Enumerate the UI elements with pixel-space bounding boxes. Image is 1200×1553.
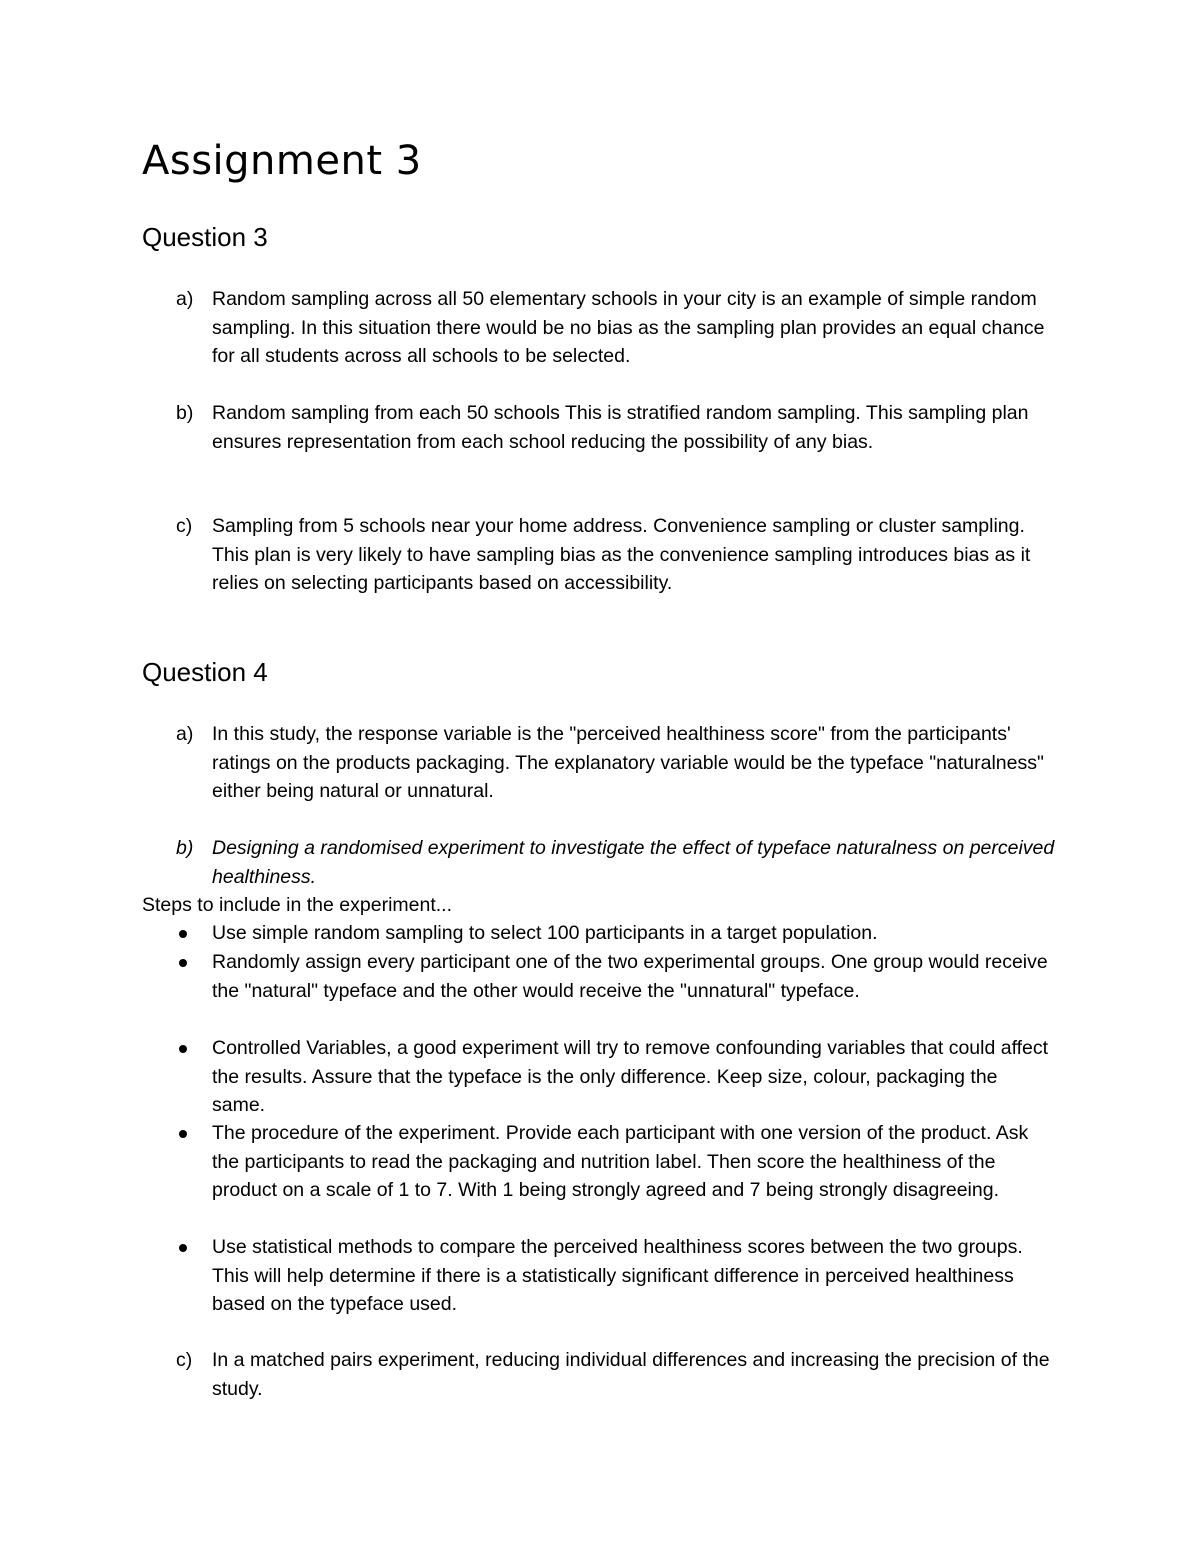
question-4-item-c [176,1346,1056,1403]
bullet-icon [179,1045,187,1053]
item-marker: c) [176,515,193,537]
question-4-heading: Question 4 [142,657,268,687]
steps-intro: Steps to include in the experiment... [142,894,453,916]
item-text: Random sampling across all 50 elementary schools in your city is an example of simple random sampling. In this situation there would be no bias as the sampling plan provides an equal chance for all students across all schools to be selected. [212,288,1045,368]
step-text: Controlled Variables, a good experiment will try to remove confounding variables that could affect the results. Assure that the typeface is the only difference. Keep size, colour, packaging the same. [212,1037,1049,1117]
question-3-item-c [176,512,1056,598]
question-3-item-b [176,399,1056,456]
step-text: Use statistical methods to compare the perceived healthiness scores between the two groups. This will help determine if there is a statistically significant difference in perceived healthiness based on the typeface used. [212,1236,1023,1316]
item-text: In this study, the response variable is the "perceived healthiness score" from the participants' ratings on the products packaging. The explanatory variable would be the typeface "naturalness" either being natural or unnatural. [212,723,1044,803]
step-text: The procedure of the experiment. Provide each participant with one version of the product. Ask the participants to read the packaging and nutrition label. Then score the healthiness of the product on a scale of 1 to 7. With 1 being strongly agreed and 7 being strongly disagreeing. [212,1122,1029,1202]
question-3-heading: Question 3 [142,222,268,252]
bullet-icon [179,1244,187,1252]
bullet-icon [179,1130,187,1138]
bullet-icon [179,959,187,967]
question-4-item-a [176,720,1056,806]
bullet-icon [179,930,187,938]
question-4-item-b [176,834,1056,891]
document-title: Assignment 3 [142,138,422,184]
item-text: Random sampling from each 50 schools This is stratified random sampling. This sampling plan ensures representation from each school reducing the possibility of any bias. [212,402,1029,453]
item-text: In a matched pairs experiment, reducing individual differences and increasing the precision of the study. [212,1349,1050,1400]
step-list-item [176,1034,1056,1120]
item-marker: b) [176,837,194,859]
item-text: Sampling from 5 schools near your home address. Convenience sampling or cluster sampling. This plan is very likely to have sampling bias as the convenience sampling introduces bias as it relies on selecting participants based on accessibility. [212,515,1031,595]
step-list-item [176,1119,1056,1205]
item-marker: a) [176,288,194,310]
question-3-item-a [176,285,1056,371]
item-marker: a) [176,723,194,745]
step-list-item [176,948,1056,1005]
step-list-item [176,919,1056,948]
item-marker: c) [176,1349,193,1371]
item-text: Designing a randomised experiment to investigate the effect of typeface naturalness on perceived healthiness. [212,837,1055,888]
item-marker: b) [176,402,194,424]
step-text: Randomly assign every participant one of the two experimental groups. One group would receive the "natural" typeface and the other would receive the "unnatural" typeface. [212,951,1048,1002]
step-text: Use simple random sampling to select 100 participants in a target population. [212,922,878,944]
step-list-item [176,1233,1056,1319]
